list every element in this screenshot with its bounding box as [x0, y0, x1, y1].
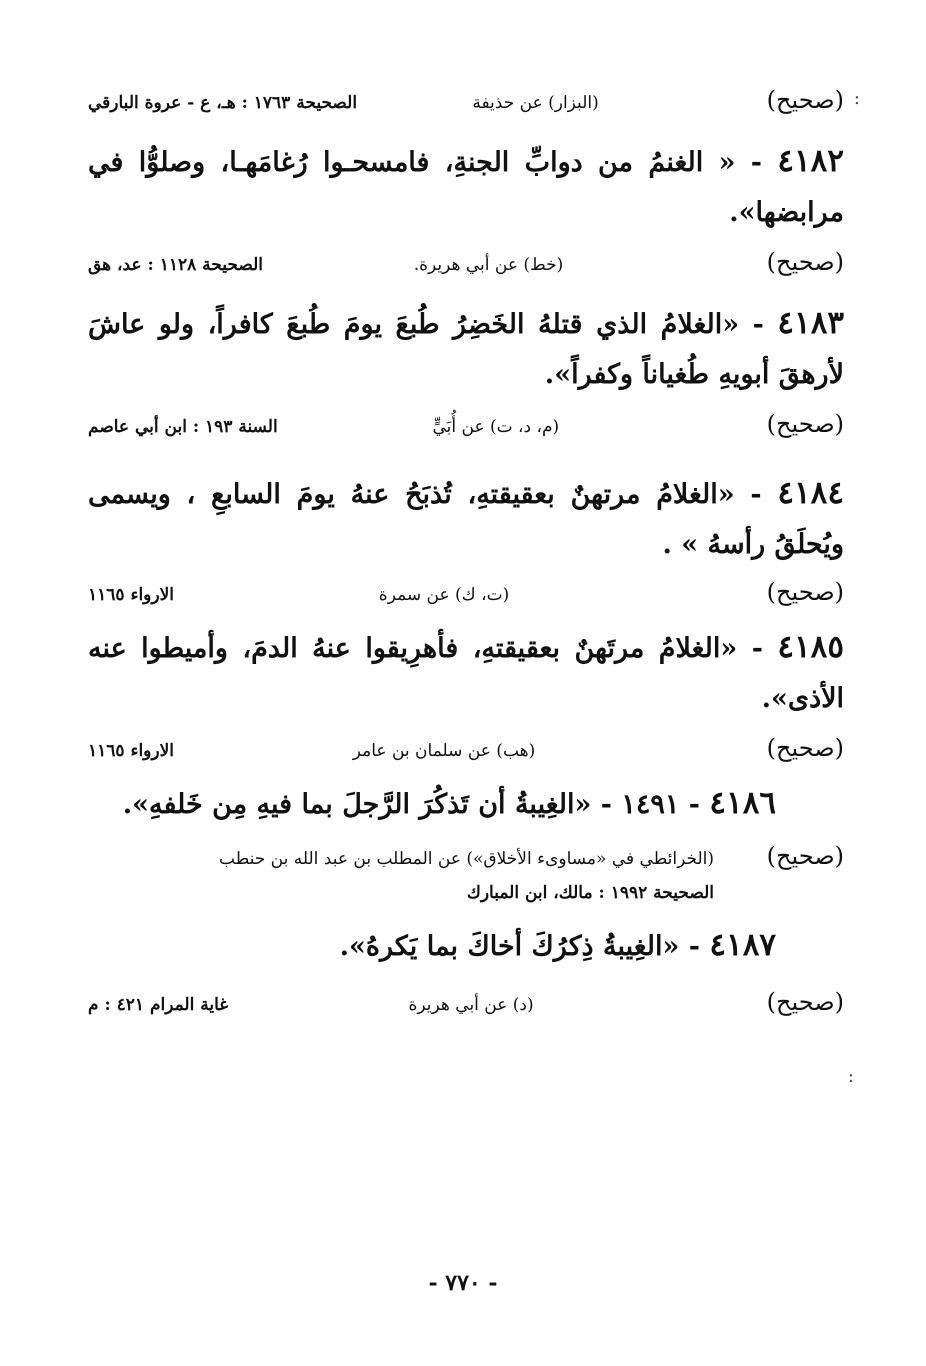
reference-label: الارواء ١١٦٥ — [88, 585, 175, 605]
hadith-text: ٤١٨٦ - ١٤٩١ - «الغِيبةُ أن تَذكُرَ الرَّجلَ بما فيهِ مِن خَلفهِ». — [122, 785, 776, 821]
hadith-body: «الغلامُ مرتَهنٌ بعقيقتهِ، فأهرِيقوا عنهُ الدمَ، وأميطوا عنه الأذى». — [88, 633, 844, 714]
hadith-number: ٤١٨٢ — [777, 143, 844, 179]
hadith-number: ٤١٨٦ — [709, 785, 776, 821]
citation-row — [88, 842, 844, 910]
grade-label: (صحيح) — [766, 248, 844, 276]
hadith-body: ١٤٩١ - «الغِيبةُ أن تَذكُرَ الرَّجلَ بما فيهِ مِن خَلفهِ». — [122, 789, 680, 820]
citation-row — [88, 410, 844, 438]
reference-label: الصحيحة ١١٢٨ : عد، هق — [88, 255, 264, 275]
top-entry-row — [88, 86, 844, 114]
reference-label: الصحيحة ١٩٩٢ : مالك، ابن المبارك — [466, 883, 714, 903]
hadith-text: ٤١٨٧ - «الغِيبةُ ذِكرُكَ أخاكَ بما يَكرهُ». — [339, 927, 776, 963]
source-label: (د) عن أبي هريرة — [408, 995, 534, 1015]
hadith-body: «الغلامُ الذي قتلهُ الخَضِرُ طُبعَ يومَ طُبعَ كافراً، ولو عاشَ لأرهقَ أبويهِ طُغياناً وكفراً». — [88, 309, 844, 390]
margin-mark: : — [853, 88, 860, 109]
hadith-body: «الغلامُ مرتهنٌ بعقيقتهِ، تُذبَحُ عنهُ يومَ السابعِ ، ويسمى ويُحلَقُ رأسهُ » . — [88, 479, 844, 560]
source-label: (هب) عن سلمان بن عامر — [352, 741, 536, 761]
hadith-text: ٤١٨٤ - «الغلامُ مرتهنٌ بعقيقتهِ، تُذبَحُ عنهُ يومَ السابعِ ، ويسمى ويُحلَقُ رأسهُ » . — [88, 475, 844, 560]
reference-label: الصحيحة ١٧٦٣ : هـ، ع - عروة البارقي — [88, 93, 358, 113]
hadith-body: « الغنمُ من دوابِّ الجنةِ، فامسحـوا رُغامَهـا، وصلوُّا في مرابضها». — [88, 147, 844, 228]
source-label: (ت، ك) عن سمرة — [378, 585, 510, 605]
hadith-number: ٤١٨٥ — [777, 629, 844, 665]
source-label: (الخرائطي في «مساوىء الأخلاق») عن المطلب بن عبد الله بن حنطب — [219, 849, 714, 869]
source-label: (م، د، ت) عن أُبَيٍّ — [432, 417, 560, 437]
grade-label: (صحيح) — [766, 86, 844, 114]
hadith-number: ٤١٨٤ — [777, 475, 844, 511]
grade-label: (صحيح) — [766, 410, 844, 438]
grade-label: (صحيح) — [766, 988, 844, 1016]
hadith-number: ٤١٨٧ — [709, 927, 776, 963]
grade-label: (صحيح) — [766, 842, 844, 870]
source-label: (خط) عن أبي هريرة. — [413, 255, 564, 275]
source-label: (البزار) عن حذيفة — [472, 93, 599, 113]
citation-row — [88, 248, 844, 276]
citation-row — [88, 988, 844, 1016]
reference-label: السنة ١٩٣ : ابن أبي عاصم — [88, 417, 278, 437]
page-number: - ٧٧٠ - — [428, 1270, 498, 1296]
citation-row — [88, 734, 844, 762]
reference-label: غاية المرام ٤٢١ : م — [88, 995, 229, 1015]
hadith-body: «الغِيبةُ ذِكرُكَ أخاكَ بما يَكرهُ». — [339, 931, 680, 962]
hadith-number: ٤١٨٣ — [777, 305, 844, 341]
hadith-text: ٤١٨٢ - « الغنمُ من دوابِّ الجنةِ، فامسحـوا رُغامَهـا، وصلوُّا في مرابضها». — [88, 143, 844, 228]
grade-label: (صحيح) — [766, 578, 844, 606]
margin-mark: : — [847, 1066, 854, 1087]
citation-row — [88, 578, 844, 606]
grade-label: (صحيح) — [766, 734, 844, 762]
hadith-text: ٤١٨٥ - «الغلامُ مرتَهنٌ بعقيقتهِ، فأهرِيقوا عنهُ الدمَ، وأميطوا عنه الأذى». — [88, 629, 844, 714]
hadith-text: ٤١٨٣ - «الغلامُ الذي قتلهُ الخَضِرُ طُبعَ يومَ طُبعَ كافراً، ولو عاشَ لأرهقَ أبويهِ طُغياناً وكفراً». — [88, 305, 844, 390]
reference-label: الارواء ١١٦٥ — [88, 741, 175, 761]
